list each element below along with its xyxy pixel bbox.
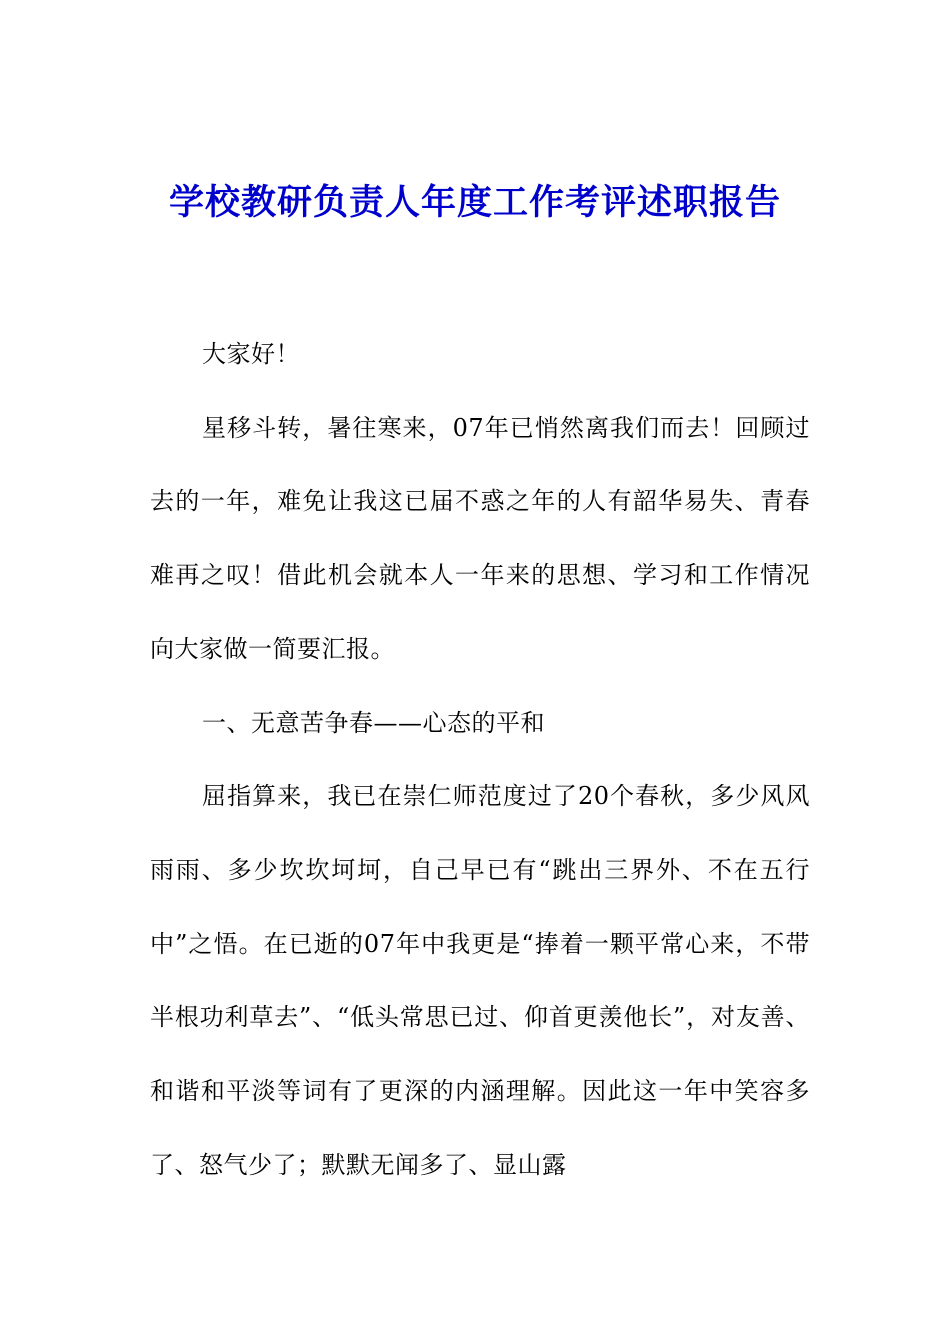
document-body bbox=[150, 318, 810, 1202]
intro-paragraph: 星移斗转，暑往寒来，07年已悄然离我们而去！回顾过去的一年，难免让我这已届不惑之年的人有韶华易失、青春难再之叹！借此机会就本人一年来的思想、学习和工作情况向大家做一简要汇报。 bbox=[150, 413, 810, 663]
greeting-paragraph: 大家好！ bbox=[202, 340, 300, 368]
section-heading: 一、无意苦争春——心态的平和 bbox=[202, 708, 545, 737]
document-title: 学校教研负责人年度工作考评述职报告 bbox=[168, 182, 781, 223]
section-paragraph: 屈指算来，我已在崇仁师范度过了20个春秋，多少风风雨雨、多少坎坎坷坷，自己早已有“跳出三界外、不在五行中”之悟。在已逝的07年中我更是“捧着一颗平常心来，不带半根功利草去”、“低头常思已过、仰首更羡他长”，对友善、和谐和平淡等词有了更深的内涵理解。因此这一年中笑容多了、怒气少了；默默无闻多了、显山露 bbox=[150, 782, 810, 1179]
